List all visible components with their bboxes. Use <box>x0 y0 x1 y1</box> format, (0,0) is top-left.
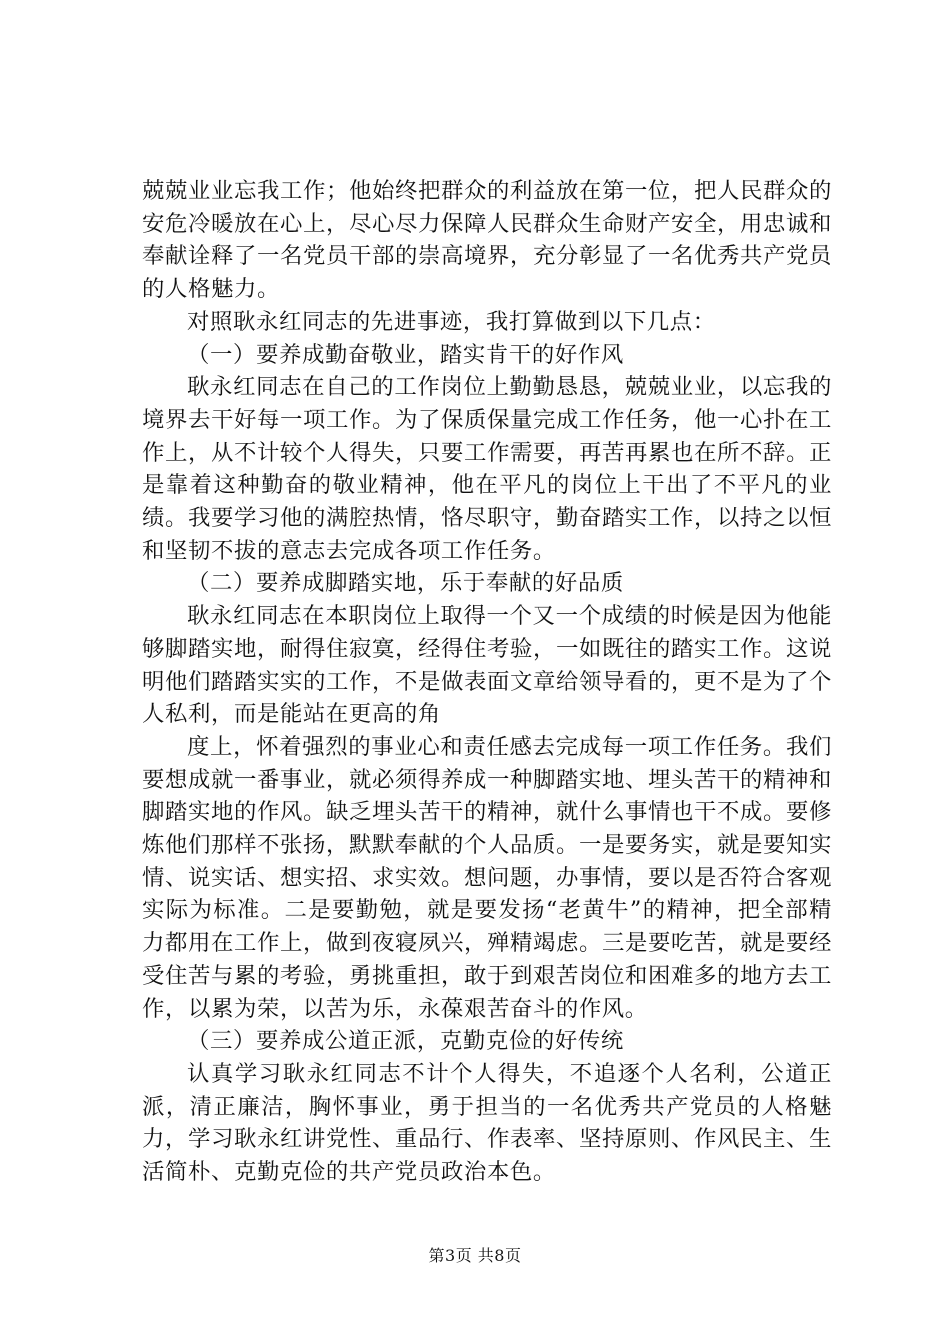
page-footer: 第3页 共8页 <box>428 1246 522 1265</box>
paragraph-section-2b: 度上，怀着强烈的事业心和责任感去完成每一项工作任务。我们要想成就一番事业，就必须得养成一种脚踏实地、埋头苦干的精神和脚踏实地的作风。缺乏埋头苦干的精神，就什么事情也干不成。要修炼他们那样不张扬，默默奉献的个人品质。一是要务实，就是要知实情、说实话、想实招、求实效。想问题，办事情，要以是否符合客观实际为标准。二是要勤勉，就是要发扬“老黄牛”的精神，把全部精力都用在工作上，做到夜寝夙兴，殚精竭虑。三是要吃苦，就是要经受住苦与累的考验，勇挑重担，敢于到艰苦岗位和困难多的地方去工作，以累为荣，以苦为乐，永葆艰苦奋斗的作风。 <box>142 733 832 1022</box>
paragraph-section-3: 认真学习耿永红同志不计个人得失，不追逐个人名利，公道正派，清正廉洁，胸怀事业，勇于担当的一名优秀共产党员的人格魅力，学习耿永红讲党性、重品行、作表率、坚持原则、作风民主、生活简朴、克勤克俭的共产党员政治本色。 <box>142 1060 832 1186</box>
paragraph-section-2a: 耿永红同志在本职岗位上取得一个又一个成绩的时候是因为他能够脚踏实地，耐得住寂寞，经得住考验，一如既往的踏实工作。这说明他们踏踏实实的工作，不是做表面文章给领导看的，更不是为了个人私利，而是能站在更高的角 <box>142 603 832 728</box>
document-body <box>142 175 832 1189</box>
section-heading-3: （三）要养成公道正派，克勤克俭的好传统 <box>187 1028 624 1055</box>
paragraph-continued: 兢兢业业忘我工作；他始终把群众的利益放在第一位，把人民群众的安危冷暖放在心上，尽心尽力保障人民群众生命财产安全，用忠诚和奉献诠释了一名党员干部的崇高境界，充分彰显了一名优秀共产党员的人格魅力。 <box>142 178 832 303</box>
paragraph-intro: 对照耿永红同志的先进事迹，我打算做到以下几点： <box>187 308 716 335</box>
section-heading-1: （一）要养成勤奋敬业，踏实肯干的好作风 <box>187 341 624 368</box>
section-heading-2: （二）要养成脚踏实地，乐于奉献的好品质 <box>187 570 624 597</box>
paragraph-section-1: 耿永红同志在自己的工作岗位上勤勤恳恳，兢兢业业，以忘我的境界去干好每一项工作。为了保质保量完成工作任务，他一心扑在工作上，从不计较个人得失，只要工作需要，再苦再累也在所不辞。正是靠着这种勤奋的敬业精神，他在平凡的岗位上干出了不平凡的业绩。我要学习他的满腔热情，恪尽职守，勤奋踏实工作，以持之以恒和坚韧不拔的意志去完成各项工作任务。 <box>142 374 832 564</box>
